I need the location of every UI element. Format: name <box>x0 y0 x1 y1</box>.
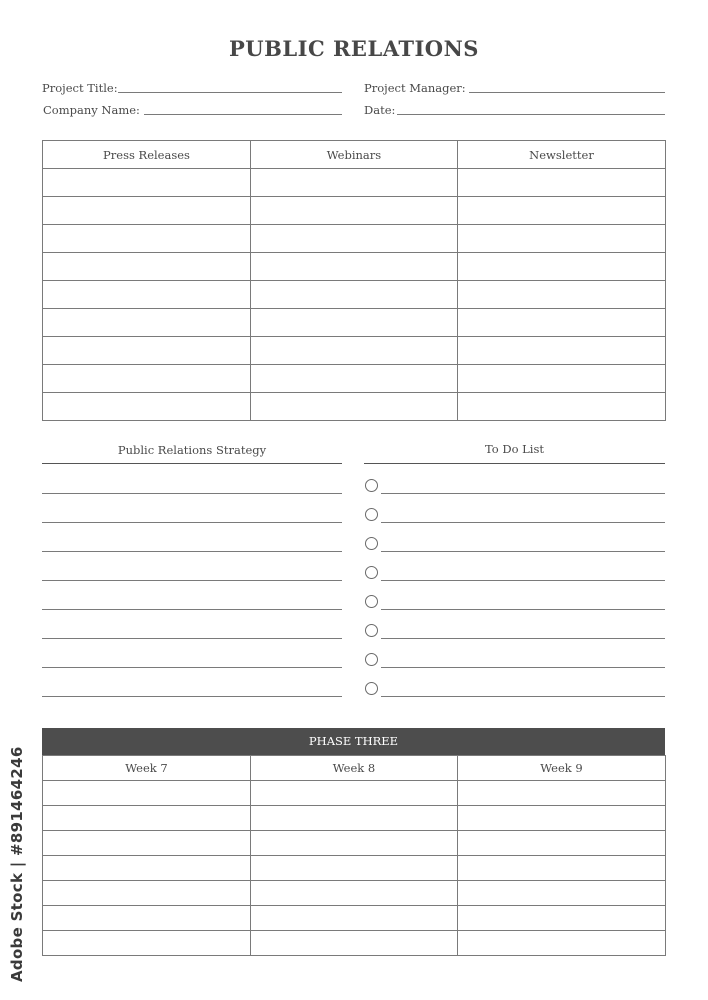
table-cell[interactable] <box>251 225 458 253</box>
table-row <box>43 169 666 197</box>
table-cell[interactable] <box>251 806 458 831</box>
table-row <box>43 906 666 931</box>
table-cell[interactable] <box>43 169 251 197</box>
table-cell[interactable] <box>458 881 666 906</box>
table-cell[interactable] <box>251 881 458 906</box>
table-cell[interactable] <box>43 309 251 337</box>
todo-line[interactable] <box>381 522 665 523</box>
table-row <box>43 781 666 806</box>
project-manager-label: Project Manager: <box>364 81 466 95</box>
table-cell[interactable] <box>458 309 666 337</box>
table-cell[interactable] <box>458 225 666 253</box>
company-name-field[interactable] <box>144 114 342 115</box>
table-cell[interactable] <box>458 781 666 806</box>
todo-checkbox[interactable] <box>365 508 378 521</box>
table-cell[interactable] <box>43 225 251 253</box>
date-field[interactable] <box>397 114 665 115</box>
strategy-title-rule <box>42 463 342 464</box>
strategy-line[interactable] <box>42 667 342 668</box>
todo-checkbox[interactable] <box>365 682 378 695</box>
todo-checkbox[interactable] <box>365 624 378 637</box>
table-cell[interactable] <box>251 393 458 421</box>
table-cell[interactable] <box>458 806 666 831</box>
todo-line[interactable] <box>381 580 665 581</box>
project-manager-field[interactable] <box>469 92 665 93</box>
project-title-field[interactable] <box>118 92 342 93</box>
table-cell[interactable] <box>43 906 251 931</box>
table-cell[interactable] <box>43 337 251 365</box>
page-title: PUBLIC RELATIONS <box>229 36 479 61</box>
table-cell[interactable] <box>251 931 458 956</box>
todo-title-rule <box>364 463 665 464</box>
table-cell[interactable] <box>458 906 666 931</box>
table-cell[interactable] <box>458 365 666 393</box>
table-row <box>43 831 666 856</box>
table-cell[interactable] <box>251 197 458 225</box>
column-header-webinars: Webinars <box>251 141 458 169</box>
column-header-press-releases: Press Releases <box>43 141 251 169</box>
column-header-week-7: Week 7 <box>43 756 251 781</box>
table-cell[interactable] <box>251 309 458 337</box>
table-cell[interactable] <box>458 197 666 225</box>
todo-line[interactable] <box>381 667 665 668</box>
table-cell[interactable] <box>458 281 666 309</box>
table-row <box>43 281 666 309</box>
todo-checkbox[interactable] <box>365 537 378 550</box>
table-row <box>43 931 666 956</box>
stock-watermark-text: Adobe Stock | #891464246 <box>8 746 26 982</box>
table-cell[interactable] <box>458 169 666 197</box>
strategy-line[interactable] <box>42 522 342 523</box>
todo-checkbox[interactable] <box>365 479 378 492</box>
todo-line[interactable] <box>381 493 665 494</box>
strategy-line[interactable] <box>42 609 342 610</box>
table-cell[interactable] <box>43 881 251 906</box>
table-cell[interactable] <box>43 931 251 956</box>
table-row <box>43 806 666 831</box>
table-cell[interactable] <box>43 856 251 881</box>
table-cell[interactable] <box>458 393 666 421</box>
todo-line[interactable] <box>381 551 665 552</box>
table-row <box>43 253 666 281</box>
table-cell[interactable] <box>251 781 458 806</box>
table-cell[interactable] <box>43 365 251 393</box>
table-cell[interactable] <box>458 831 666 856</box>
pr-channels-table <box>42 140 666 421</box>
table-cell[interactable] <box>43 253 251 281</box>
column-header-week-8: Week 8 <box>251 756 458 781</box>
table-row <box>43 309 666 337</box>
strategy-line[interactable] <box>42 493 342 494</box>
table-cell[interactable] <box>458 856 666 881</box>
todo-checkbox[interactable] <box>365 595 378 608</box>
project-title-label: Project Title: <box>42 81 118 95</box>
strategy-line[interactable] <box>42 696 342 697</box>
table-cell[interactable] <box>43 281 251 309</box>
table-cell[interactable] <box>251 856 458 881</box>
table-cell[interactable] <box>43 806 251 831</box>
strategy-title: Public Relations Strategy <box>117 443 267 457</box>
strategy-line[interactable] <box>42 580 342 581</box>
phase-weeks-table <box>42 755 666 956</box>
table-row <box>43 881 666 906</box>
table-row <box>43 393 666 421</box>
table-cell[interactable] <box>43 393 251 421</box>
table-cell[interactable] <box>458 253 666 281</box>
table-cell[interactable] <box>43 781 251 806</box>
table-cell[interactable] <box>251 365 458 393</box>
todo-line[interactable] <box>381 638 665 639</box>
table-row <box>43 365 666 393</box>
todo-line[interactable] <box>381 696 665 697</box>
todo-title: To Do List <box>485 442 544 456</box>
todo-line[interactable] <box>381 609 665 610</box>
column-header-newsletter: Newsletter <box>458 141 666 169</box>
date-label: Date: <box>364 103 396 117</box>
company-name-label: Company Name: <box>43 103 140 117</box>
todo-checkbox[interactable] <box>365 566 378 579</box>
phase-banner: PHASE THREE <box>42 728 665 755</box>
strategy-line[interactable] <box>42 551 342 552</box>
column-header-week-9: Week 9 <box>458 756 666 781</box>
stock-watermark <box>6 746 30 985</box>
table-cell[interactable] <box>458 931 666 956</box>
table-row <box>43 856 666 881</box>
table-cell[interactable] <box>458 337 666 365</box>
table-row <box>43 197 666 225</box>
table-cell[interactable] <box>43 831 251 856</box>
table-cell[interactable] <box>251 906 458 931</box>
table-cell[interactable] <box>43 197 251 225</box>
table-cell[interactable] <box>251 831 458 856</box>
table-cell[interactable] <box>251 337 458 365</box>
table-row <box>43 225 666 253</box>
todo-checkbox[interactable] <box>365 653 378 666</box>
table-cell[interactable] <box>251 253 458 281</box>
table-cell[interactable] <box>251 281 458 309</box>
table-row <box>43 337 666 365</box>
strategy-line[interactable] <box>42 638 342 639</box>
table-cell[interactable] <box>251 169 458 197</box>
